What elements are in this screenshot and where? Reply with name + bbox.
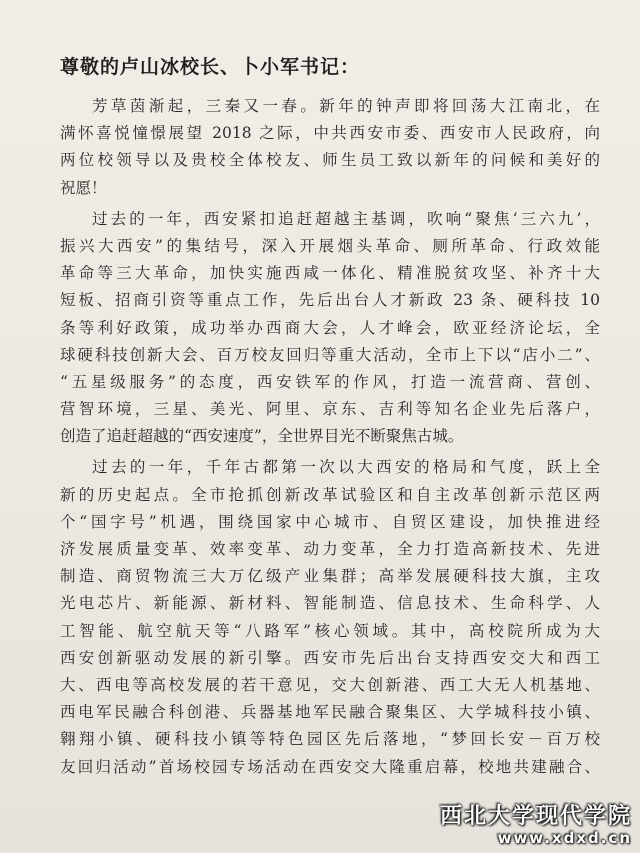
letter-body <box>60 52 600 785</box>
paragraph-1 <box>60 93 600 202</box>
text-line: 芳草茵渐起，三秦又一春。新年的钟声即将回荡大江南北，在 <box>92 97 600 115</box>
text-line: 制造、商贸物流三大万亿级产业集群；高举发展硬科技大旗，主攻 <box>60 567 600 586</box>
text-line: 翱翔小镇、硬科技小镇等特色园区先后落地，“梦回长安－百万校 <box>60 730 600 749</box>
text-line: 个“国字号”机遇，围绕国家中心城市、自贸区建设，加快推进经 <box>60 512 600 531</box>
text-line: 大、西电等高校发展的若干意见，交大创新港、西工大无人机基地、 <box>60 675 600 694</box>
text-line: “五星级服务”的态度，西安铁军的作风，打造一流营商、营创、 <box>60 372 600 391</box>
text-line: 光电芯片、新能源、新材料、智能制造、信息技术、生命科学、人 <box>60 594 600 613</box>
salutation: 尊敬的卢山冰校长、卜小军书记： <box>60 56 361 78</box>
text-line: 西安创新驱动发展的新引擎。西安市先后出台支持西安交大和西工 <box>60 648 600 667</box>
watermark-url: www.xdxd.cn <box>497 829 632 847</box>
text-line: 振兴大西安”的集结号，深入开展烟头革命、厕所革命、行政效能 <box>60 236 600 255</box>
text-line: 球硬科技创新大会、百万校友回归等重大活动，全市上下以“店小二”、 <box>60 345 600 364</box>
paragraph-3 <box>60 454 600 780</box>
text-line: 创造了追赶超越的“西安速度”，全世界目光不断聚焦古城。 <box>60 427 464 446</box>
text-line: 过去的一年，千年古都第一次以大西安的格局和气度，跃上全 <box>92 458 600 477</box>
text-line: 济发展质量变革、效率变革、动力变革，全力打造高新技术、先进 <box>60 540 600 558</box>
watermark-name: 西北大学现代学院 <box>439 803 632 829</box>
text-line: 西电军民融合科创港、兵器基地军民融合聚集区、大学城科技小镇、 <box>60 703 600 722</box>
site-watermark <box>440 803 632 847</box>
text-line: 新的历史起点。全市抢抓创新改革试验区和自主改革创新示范区两 <box>60 485 600 504</box>
text-line: 短板、招商引资等重点工作，先后出台人才新政 23 条、硬科技 10 <box>60 291 600 310</box>
text-line: 条等利好政策，成功举办西商大会，人才峰会，欧亚经济论坛，全 <box>60 318 600 337</box>
text-line: 友回归活动”首场校园专场活动在西安交大隆重启幕，校地共建融合、 <box>60 757 600 776</box>
text-line: 祝愿！ <box>60 178 107 197</box>
text-line: 过去的一年，西安紧扣追赶超越主基调，吹响“聚焦‘三六九’， <box>92 209 600 228</box>
text-line: 工智能、航空航天等“八路军”核心领域。其中，高校院所成为大 <box>60 621 600 640</box>
text-line: 满怀喜悦憧憬展望 2018 之际，中共西安市委、西安市人民政府，向 <box>60 124 600 143</box>
paragraph-2 <box>60 206 600 451</box>
text-line: 营智环境，三星、美光、阿里、京东、吉利等知名企业先后落户， <box>60 400 600 419</box>
text-line: 两位校领导以及贵校全体校友、师生员工致以新年的问候和美好的 <box>60 151 600 170</box>
text-line: 革命等三大革命，加快实施西咸一体化、精准脱贫攻坚、补齐十大 <box>60 264 600 283</box>
